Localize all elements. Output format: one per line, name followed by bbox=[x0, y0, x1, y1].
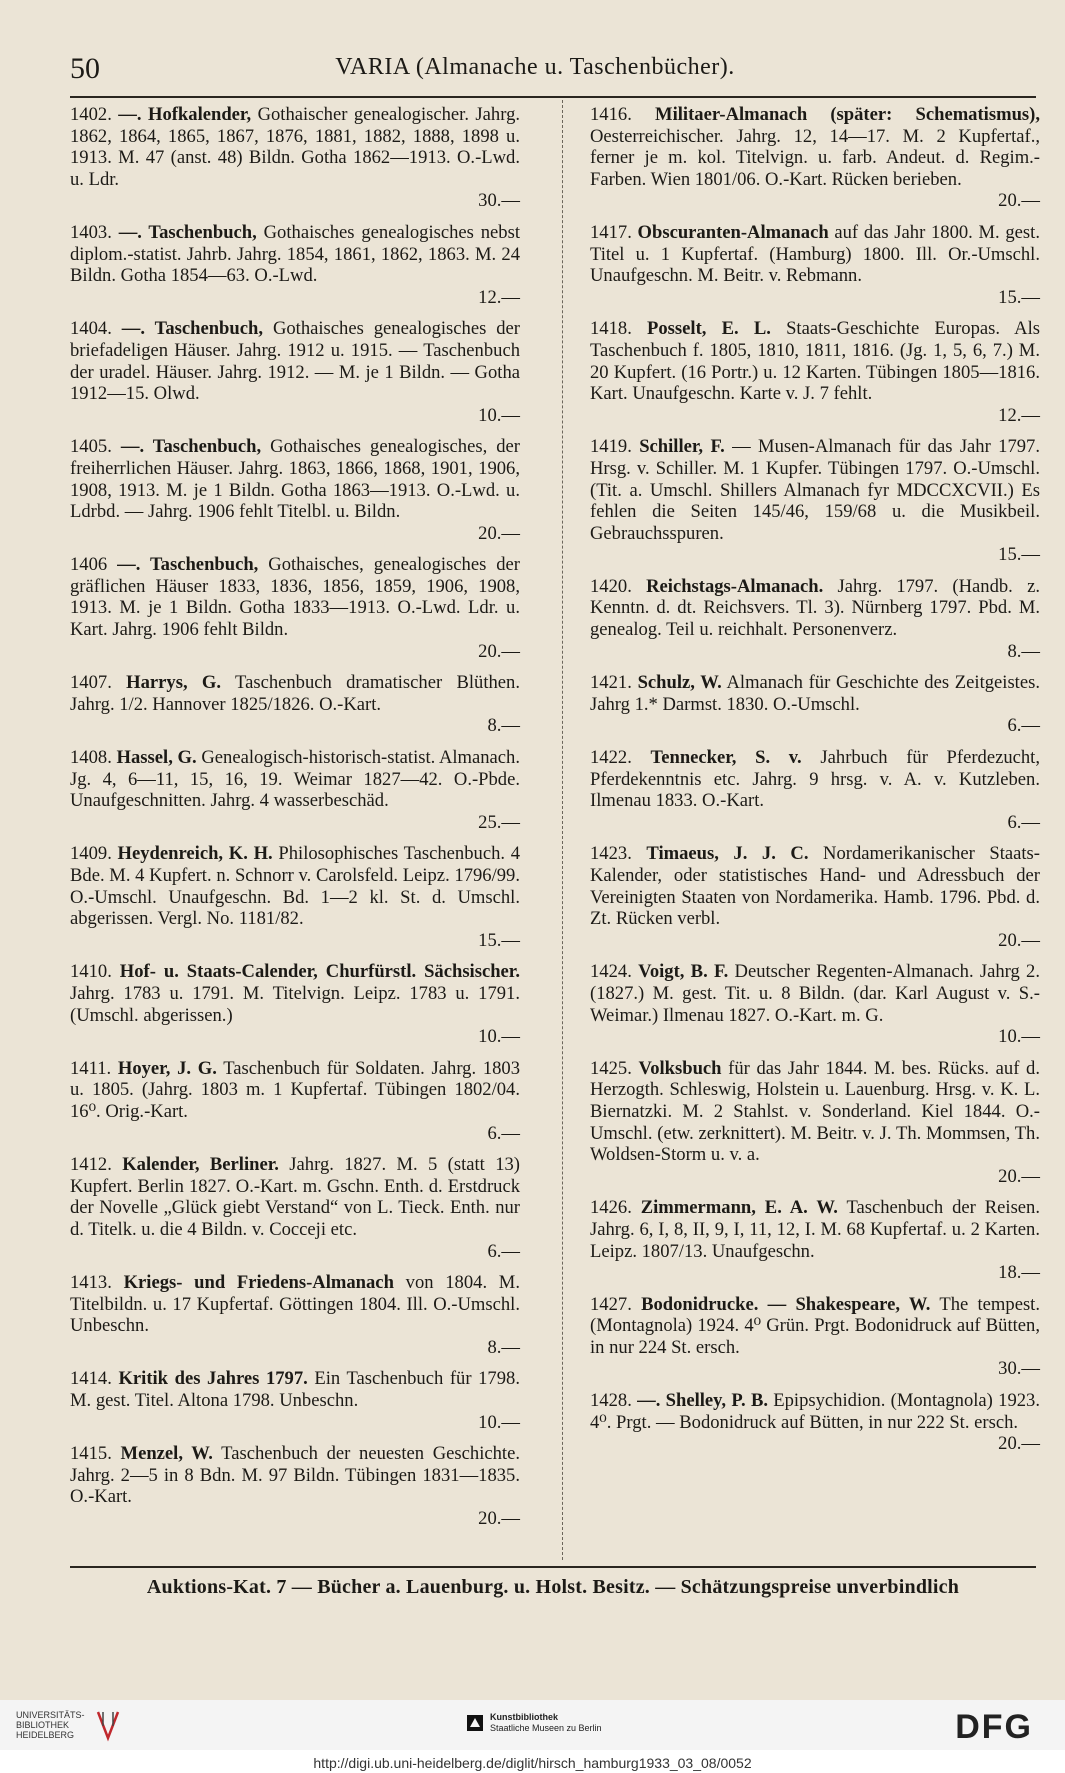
entry-title: Kritik des Jahres 1797. bbox=[118, 1368, 308, 1390]
entry-description: Staats-Geschichte Europas. Als Taschenbuch f. 1805, 1810, 1811, 1816. (Jg. 1, 5, 6, 7.) M. 20 Kupfert. (16 Portr.) u. 12 Karten. Tübingen 1805—1816. Kart. Unaufgeschn. Karte v. J. 7 fehlt. bbox=[590, 318, 1040, 405]
entry-title: Voigt, B. F. bbox=[638, 961, 729, 983]
entry-number: 1409. bbox=[70, 843, 112, 865]
entry-number: 1411. bbox=[70, 1057, 112, 1079]
entry-description: Gothaischer genealogischer. Jahrg. 1862, 1864, 1865, 1867, 1876, 1881, 1882, 1888, 1898 u. 1913. M. 47 (anst. 48) Bildn. Gotha 1862—1913. O.-Lwd. u. Ldr. bbox=[70, 104, 521, 190]
entry-description: Ein Taschenbuch für 1798. M. gest. Titel. Altona 1798. Unbeschn. bbox=[70, 1368, 520, 1412]
heidelberg-logo-icon bbox=[94, 1708, 122, 1742]
column-divider bbox=[562, 100, 564, 1560]
entry-number: 1428. bbox=[590, 1390, 632, 1412]
entry-description: Deutscher Regenten-Almanach. Jahrg 2. (1827.) M. gest. Tit. u. 8 Bildn. (dar. Karl August v. S.-Weimar.) Ilmenau 1827. O.-Kart. m. G. bbox=[590, 961, 1040, 1026]
page-header bbox=[70, 52, 1000, 92]
entry-title: Volksbuch bbox=[638, 1057, 722, 1079]
entry-price: 20.— bbox=[478, 640, 520, 662]
entry-price: 6.— bbox=[487, 1122, 520, 1144]
entry-number: 1402. bbox=[70, 104, 112, 125]
entry-number: 1426. bbox=[590, 1197, 632, 1219]
entry-price: 10.— bbox=[478, 1026, 520, 1048]
entry-title: Hoyer, J. G. bbox=[117, 1057, 217, 1079]
entry-title: —. Taschenbuch, bbox=[120, 436, 262, 458]
entry-price: 15.— bbox=[998, 286, 1040, 308]
catalog-entry bbox=[70, 961, 520, 1047]
logo-bar bbox=[0, 1700, 1065, 1750]
entry-title: Hof- u. Staats-Calender, Churfürstl. Sächsischer. bbox=[119, 961, 521, 983]
entry-description: Philosophisches Taschenbuch. 4 Bde. M. 4 Kupfert. n. Schnorr v. Carolsfeld. Leipz. 1796/99. O.-Umschl. Unaufgeschn. Bd. 1—2 kl. St. d. Umschl. abgerissen. Vergl. No. 1181/82. bbox=[70, 843, 521, 930]
entry-number: 1404. bbox=[70, 318, 112, 340]
entry-number: 1415. bbox=[70, 1443, 112, 1465]
entry-title: —. Taschenbuch, bbox=[121, 318, 263, 340]
entry-description: The tempest. (Montagnola) 1924. 4⁰ Grün. Prgt. Bodonidruck auf Bütten, in nur 224 St. ersch. bbox=[590, 1293, 1040, 1358]
entry-title: —. Hofkalender, bbox=[118, 104, 252, 125]
catalog-entry bbox=[590, 104, 1040, 212]
entry-title: Reichstags-Almanach. bbox=[646, 575, 824, 597]
entry-number: 1420. bbox=[590, 575, 632, 597]
entry-title: Posselt, E. L. bbox=[647, 318, 771, 340]
entry-price: 8.— bbox=[1007, 640, 1040, 662]
entry-title: Kalender, Berliner. bbox=[122, 1154, 279, 1176]
entry-title: —. Shelley, P. B. bbox=[637, 1390, 768, 1412]
entry-description: Gothaisches, genealogisches der gräflichen Häuser 1833, 1836, 1856, 1859, 1906, 1908, 1913. M. je 1 Bildn. Gotha 1833—1913. O.-Lwd. Ldr. u. Kart. Jahrg. 1906 fehlt Bildn. bbox=[70, 554, 520, 641]
entry-price: 10.— bbox=[478, 1411, 520, 1433]
catalog-footer: Auktions-Kat. 7 — Bücher a. Lauenburg. u. Holst. Besitz. — Schätzungspreise unverbindlich bbox=[146, 1576, 960, 1598]
entry-description: Jahrg. 1783 u. 1791. M. Titelvign. Leipz. 1783 u. 1791. (Umschl. abgerissen.) bbox=[70, 982, 520, 1026]
left-column bbox=[70, 104, 520, 1540]
entry-title: —. Taschenbuch, bbox=[118, 221, 257, 243]
entry-number: 1427. bbox=[590, 1293, 632, 1315]
kb-line-2: Staatliche Museen zu Berlin bbox=[490, 1723, 602, 1733]
entry-description: auf das Jahr 1800. M. gest. Titel u. 1 Kupfertaf. (Hamburg) 1800. Ill. Or.-Umschl. Unaufgeschn. M. Beitr. v. Rebmann. bbox=[590, 221, 1040, 287]
catalog-entry bbox=[590, 672, 1040, 737]
header-rule bbox=[70, 96, 1036, 98]
entry-price: 20.— bbox=[998, 929, 1040, 951]
entry-price: 6.— bbox=[1007, 715, 1040, 737]
uni-line-1: UNIVERSITÄTS- bbox=[16, 1710, 85, 1720]
catalog-entry bbox=[590, 843, 1040, 951]
catalog-entry bbox=[590, 1058, 1040, 1188]
catalog-entry bbox=[70, 843, 520, 951]
entry-description: Jahrg. 1797. (Handb. z. Kenntn. d. dt. Reichsvers. Tl. 3). Nürnberg 1797. Pbd. M. genealog. Teil u. reichhalt. Personenverz. bbox=[590, 575, 1040, 641]
entry-number: 1416. bbox=[590, 104, 632, 125]
kb-line-1: Kunstbibliothek bbox=[490, 1712, 558, 1722]
entry-number: 1421. bbox=[590, 672, 632, 694]
catalog-entry bbox=[70, 554, 520, 662]
entry-price: 15.— bbox=[998, 544, 1040, 566]
catalog-entry bbox=[70, 1443, 520, 1529]
entry-price: 12.— bbox=[998, 404, 1040, 426]
entry-price: 25.— bbox=[478, 811, 520, 833]
catalog-entry bbox=[70, 318, 520, 426]
entry-description: Epipsychidion. (Montagnola) 1923. 4⁰. Prgt. — Bodonidruck auf Bütten, in nur 222 St. ersch. bbox=[590, 1390, 1040, 1433]
entry-title: Menzel, W. bbox=[120, 1443, 213, 1465]
entry-number: 1414. bbox=[70, 1368, 112, 1390]
catalog-entry bbox=[590, 1197, 1040, 1283]
catalog-entry bbox=[70, 672, 520, 737]
catalog-entry bbox=[590, 576, 1040, 662]
uni-line-3: HEIDELBERG bbox=[16, 1730, 75, 1740]
catalog-entry bbox=[590, 318, 1040, 426]
entry-number: 1417. bbox=[590, 221, 632, 243]
entry-title: Schulz, W. bbox=[637, 672, 722, 694]
kunstbibliothek-logo-text[interactable] bbox=[490, 1712, 602, 1734]
entry-number: 1424. bbox=[590, 961, 632, 983]
entry-description: Jahrg. 1827. M. 5 (statt 13) Kupfert. Berlin 1827. O.-Kart. m. Gschn. Enth. d. Erstdruck der Novelle „Glück giebt Verstand“ von L. Tieck. Enth. nur d. Titelk. u. die 4 Bildn. v. Cocceji etc. bbox=[70, 1154, 520, 1240]
catalog-entry bbox=[70, 1368, 520, 1433]
entry-title: Hassel, G. bbox=[116, 747, 197, 769]
heidelberg-logo-text[interactable] bbox=[16, 1710, 85, 1740]
entry-number: 1413. bbox=[70, 1272, 112, 1294]
entry-price: 30.— bbox=[478, 190, 520, 212]
entry-price: 20.— bbox=[998, 190, 1040, 212]
entry-title: Kriegs- und Friedens-Almanach bbox=[123, 1272, 394, 1294]
entry-price: 15.— bbox=[478, 929, 520, 951]
dfg-logo[interactable]: DFG bbox=[955, 1708, 1033, 1746]
entry-price: 30.— bbox=[998, 1358, 1040, 1380]
entry-description: von 1804. M. Titelbildn. u. 17 Kupfertaf. Göttingen 1804. Ill. O.-Umschl. Unbeschn. bbox=[70, 1272, 520, 1337]
entry-title: Heydenreich, K. H. bbox=[117, 843, 273, 865]
entry-description: Gothaisches genealogisches, der freiherrlichen Häuser. Jahrg. 1863, 1866, 1868, 1901, 1906, 1908, 1913. M. je 1 Bildn. Gotha 1863—1913. O.-Lwd. u. Ldrbd. — Jahrg. 1906 fehlt Titelbl. u. Bildn. bbox=[70, 436, 520, 523]
entry-number: 1408. bbox=[70, 747, 112, 769]
entry-description: Genealogisch-historisch-statist. Almanach. Jg. 4, 6—11, 15, 16, 19. Weimar 1827—42. O.-Pbde. Unaufgeschnitten. Jahrg. 4 wasserbeschäd. bbox=[70, 747, 521, 812]
catalog-entry bbox=[70, 747, 520, 833]
catalog-entry bbox=[590, 961, 1040, 1047]
entry-number: 1422. bbox=[590, 747, 632, 769]
entry-number: 1407. bbox=[70, 672, 112, 694]
entry-price: 20.— bbox=[478, 1508, 520, 1530]
entry-title: Tennecker, S. v. bbox=[650, 747, 802, 769]
entry-description: Gothaisches genealogisches nebst diplom.-statist. Jahrb. Jahrg. 1854, 1861, 1862, 1863. M. 24 Bildn. Gotha 1854—63. O.-Lwd. bbox=[70, 221, 520, 287]
catalog-entry bbox=[70, 1154, 520, 1262]
entry-description: Taschenbuch für Soldaten. Jahrg. 1803 u. 1805. (Jahrg. 1803 m. 1 Kupfertaf. Tübingen 1802/04. 16⁰. Orig.-Kart. bbox=[70, 1057, 521, 1122]
entry-description: Nordamerikanischer Staats-Kalender, oder statistisches Hand- und Adressbuch der Vereinigten Staaten von Nordamerika. Hamb. 1796. Pbd. d. Zt. Rücken verbl. bbox=[590, 843, 1040, 930]
entry-number: 1423. bbox=[590, 843, 632, 865]
entry-title: —. Taschenbuch, bbox=[117, 554, 259, 576]
entry-title: Bodonidrucke. — Shakespeare, W. bbox=[641, 1293, 931, 1315]
entry-description: Taschenbuch dramatischer Blüthen. Jahrg. 1/2. Hannover 1825/1826. O.-Kart. bbox=[70, 672, 520, 715]
catalog-entry bbox=[70, 1272, 520, 1358]
entry-number: 1418. bbox=[590, 318, 632, 340]
entry-title: Zimmermann, E. A. W. bbox=[640, 1197, 838, 1219]
entry-description: Oesterreichischer. Jahrg. 12, 14—17. M. 2 Kupfertaf., ferner je m. kol. Titelvign. u. farb. Andeut. d. Regim.-Farben. Wien 1801/06. O.-Kart. Rücken berieben. bbox=[590, 125, 1040, 190]
catalog-entry bbox=[70, 222, 520, 308]
entry-description: — Musen-Almanach für das Jahr 1797. Hrsg. v. Schiller. M. 1 Kupfer. Tübingen 1797. O.-Umschl. (Tit. a. Umschl. Shillers Almanach fyr MDCCXCVII.) Es fehlen die Seiten 145/46, 159/68 u. die Musikbeil. Gebrauchsspuren. bbox=[590, 436, 1040, 544]
entry-number: 1419. bbox=[590, 436, 632, 458]
page-number: 50 bbox=[70, 52, 100, 85]
catalog-entry bbox=[70, 436, 520, 544]
entry-number: 1403. bbox=[70, 221, 112, 243]
catalog-entry bbox=[590, 1294, 1040, 1380]
right-column bbox=[590, 104, 1040, 1465]
entry-number: 1410. bbox=[70, 961, 112, 983]
entry-price: 20.— bbox=[478, 522, 520, 544]
entry-price: 6.— bbox=[487, 1240, 520, 1262]
entry-title: Obscuranten-Almanach bbox=[637, 221, 829, 243]
catalog-entry bbox=[70, 104, 520, 212]
source-url[interactable]: http://digi.ub.uni-heidelberg.de/diglit/hirsch_hamburg1933_03_08/0052 bbox=[313, 1755, 752, 1771]
entry-number: 1405. bbox=[70, 436, 112, 458]
entry-price: 20.— bbox=[998, 1165, 1040, 1187]
entry-description: Gothaisches genealogisches der briefadeligen Häuser. Jahrg. 1912 u. 1915. — Taschenbuch der uradel. Häuser. Jahrg. 1912. — M. je 1 Bildn. — Gotha 1912—15. Olwd. bbox=[70, 318, 520, 405]
entry-price: 8.— bbox=[487, 1336, 520, 1358]
entry-description: Taschenbuch der Reisen. Jahrg. 6, I, 8, II, 9, I, 11, 12, I. M. 68 Kupfertaf. u. 2 Karten. Leipz. 1807/13. Unaufgeschn. bbox=[590, 1197, 1040, 1262]
entry-title: Harrys, G. bbox=[126, 672, 222, 694]
entry-price: 18.— bbox=[998, 1262, 1040, 1284]
catalog-entry bbox=[590, 1390, 1040, 1455]
entry-price: 6.— bbox=[1007, 811, 1040, 833]
running-title: VARIA (Almanache u. Taschenbücher). bbox=[335, 54, 735, 80]
entry-number: 1406 bbox=[70, 554, 108, 576]
catalog-entry bbox=[70, 1058, 520, 1144]
entry-title: Militaer-Almanach (später: Schematismus), bbox=[655, 104, 1040, 125]
entry-number: 1412. bbox=[70, 1154, 112, 1176]
entry-description: Taschenbuch der neuesten Geschichte. Jahrg. 2—5 in 8 Bdn. M. 97 Bildn. Tübingen 1831—1835. O.-Kart. bbox=[70, 1443, 520, 1508]
entry-title: Timaeus, J. J. C. bbox=[646, 843, 809, 865]
footer-rule bbox=[70, 1566, 1036, 1568]
catalog-entry bbox=[590, 436, 1040, 566]
entry-description: Jahrbuch für Pferdezucht, Pferdekenntnis etc. Jahrg. 9 hrsg. v. A. v. Kutzleben. Ilmenau 1833. O.-Kart. bbox=[590, 747, 1040, 812]
entry-price: 8.— bbox=[487, 715, 520, 737]
catalog-entry bbox=[590, 747, 1040, 833]
entry-price: 20.— bbox=[998, 1433, 1040, 1455]
catalog-entry bbox=[590, 222, 1040, 308]
entry-price: 10.— bbox=[478, 404, 520, 426]
entry-description: Almanach für Geschichte des Zeitgeistes. Jahrg 1.* Darmst. 1830. O.-Umschl. bbox=[590, 672, 1040, 715]
uni-line-2: BIBLIOTHEK bbox=[16, 1720, 70, 1730]
entry-description: für das Jahr 1844. M. bes. Rücks. auf d. Herzogth. Schleswig, Holstein u. Lauenburg. Hrsg. v. K. L. Biernatzki. M. 2 Stahlst. v. Sonderland. Kiel 1844. O.-Umschl. (etw. zerknittert). M. Beitr. v. J. Th. Mommsen, Th. Woldsen-Storm u. v. a. bbox=[590, 1057, 1040, 1166]
kunstbibliothek-logo-icon bbox=[466, 1714, 484, 1732]
entry-price: 10.— bbox=[998, 1026, 1040, 1048]
entry-number: 1425. bbox=[590, 1057, 632, 1079]
entry-price: 12.— bbox=[478, 286, 520, 308]
entry-title: Schiller, F. bbox=[639, 436, 725, 458]
